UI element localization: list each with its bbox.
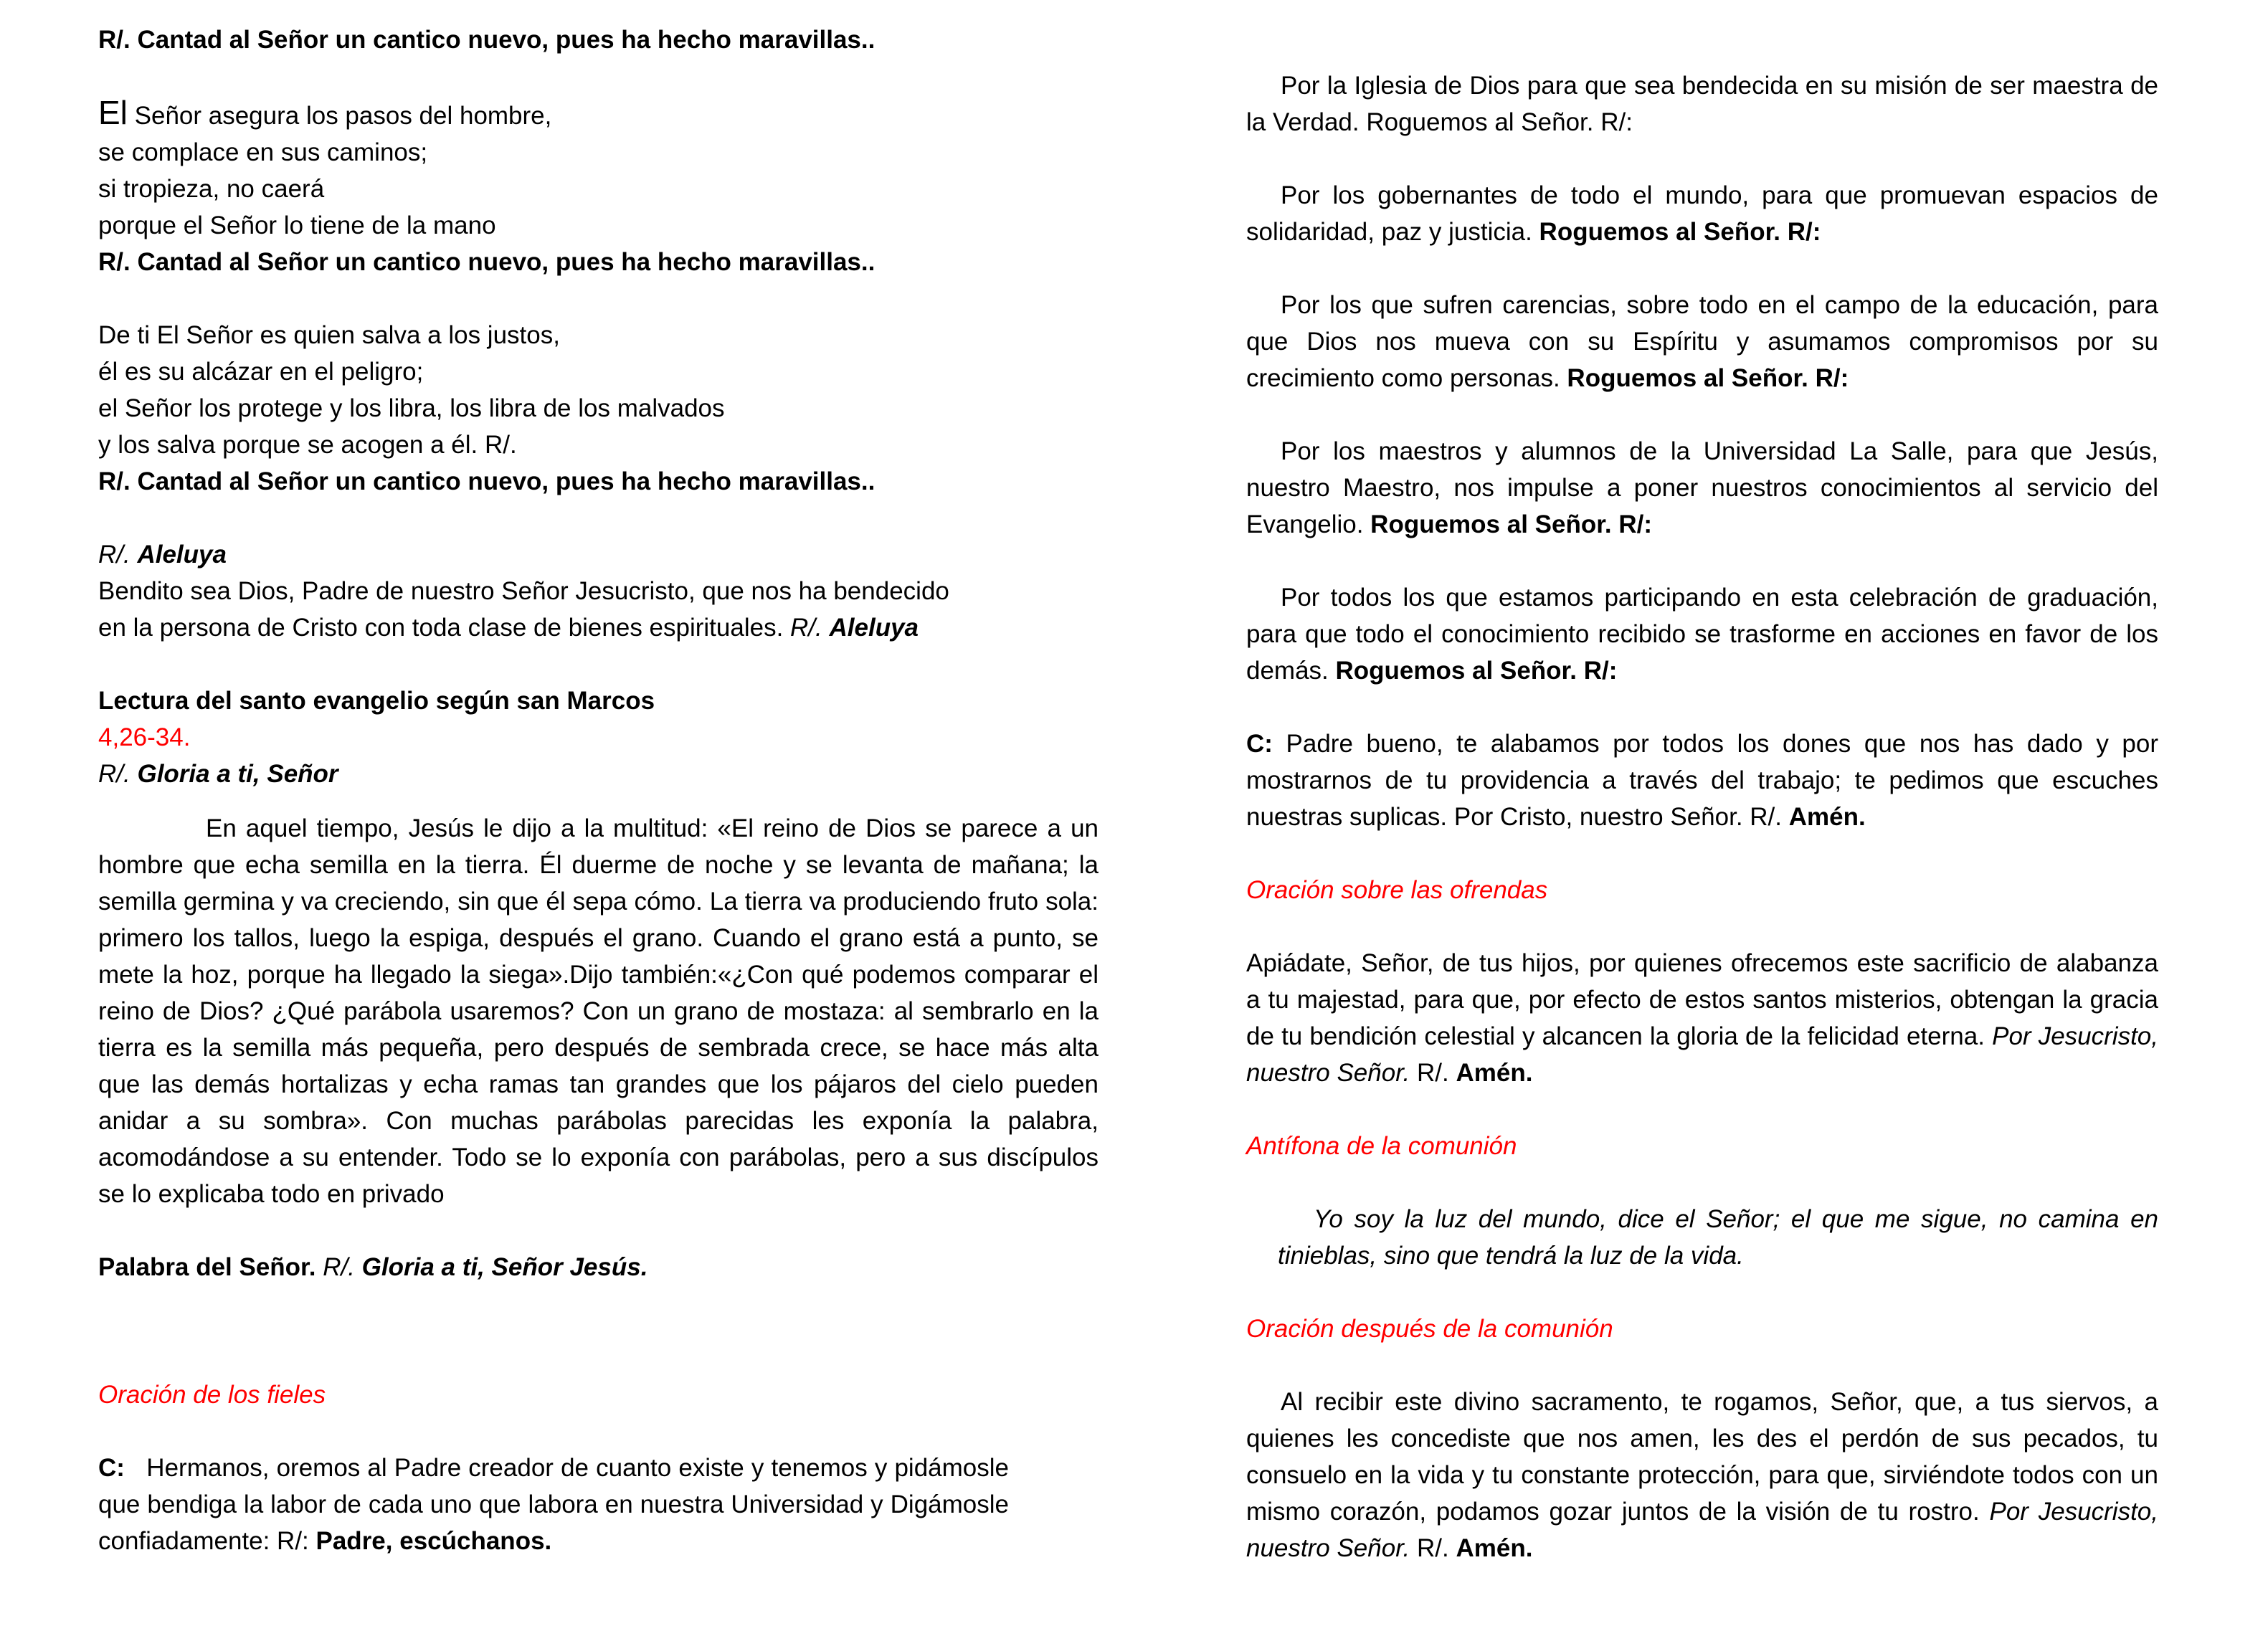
- response-text: Gloria a ti, Señor: [137, 760, 338, 788]
- drop-initial: El: [98, 94, 128, 131]
- petition-response: Roguemos al Señor. R/:: [1539, 218, 1821, 246]
- stanza-line: si tropieza, no caerá: [98, 175, 325, 203]
- petition-text: Por los maestros y alumnos de la Universidad La Salle, para que Jesús, nuestro Maestro, nos impulse a poner nuestros conocimientos al servicio del Evangelio.: [1246, 437, 2158, 538]
- psalm-refrain: R/. Cantad al Señor un cantico nuevo, pues ha hecho maravillas..: [98, 467, 876, 495]
- faithful-text: Hermanos, oremos al Padre creador de cuanto existe y tenemos y pidámosle que bendiga la labor de cada uno que labora en nuestra Universidad y Digámosle confiadamente: R/:: [98, 1454, 1009, 1555]
- faithful-intro: [98, 1450, 1009, 1559]
- postcommunion-heading: Oración después de la comunión: [1246, 1315, 1613, 1343]
- alleluia-verse: [98, 609, 1099, 646]
- psalm-refrain: R/. Cantad al Señor un cantico nuevo, pues ha hecho maravillas..: [98, 26, 876, 54]
- alleluia-verse: Bendito sea Dios, Padre de nuestro Señor Jesucristo, que nos ha bendecido: [98, 577, 949, 605]
- response-marker: R/.: [98, 760, 131, 788]
- petition: Por la Iglesia de Dios para que sea bendecida en su misión de ser maestra de la Verdad. Roguemos al Señor. R/:: [1246, 72, 2158, 136]
- petition-response: Roguemos al Señor. R/:: [1567, 364, 1849, 392]
- postcommunion-text: Al recibir este divino sacramento, te rogamos, Señor, que, a tus siervos, a quienes les concediste que nos amen, les des el perdón de sus pecados, tu consuelo en la vida y tu constante protección, para que, sirviéndote todos con un mismo corazón, podamos gozar juntos de la visión de tu rostro.: [1246, 1388, 2158, 1526]
- petition-response: Roguemos al Señor. R/:: [1335, 657, 1618, 685]
- gospel-closing: [98, 1249, 1099, 1285]
- alleluia-word: Aleluya: [137, 541, 227, 569]
- petition-text: Por los gobernantes de todo el mundo, para que promuevan espacios de solidaridad, paz y justicia.: [1246, 181, 2158, 246]
- offerings-ending: Por Jesucristo, nuestro Señor.: [1246, 1022, 2158, 1087]
- amen: Amén.: [1456, 1059, 1533, 1087]
- postcommunion-prayer: [1246, 1384, 2158, 1566]
- right-column: [1246, 67, 2158, 1566]
- response-marker: R/.: [1410, 1059, 1456, 1087]
- stanza-line: [98, 95, 1099, 134]
- amen: Amén.: [1456, 1534, 1533, 1562]
- offerings-prayer: [1246, 945, 2158, 1091]
- stanza-line: el Señor los protege y los libra, los libra de los malvados: [98, 394, 725, 422]
- closing-response: Gloria a ti, Señor Jesús.: [361, 1253, 648, 1281]
- offerings-text: Apiádate, Señor, de tus hijos, por quienes ofrecemos este sacrificio de alabanza a tu majestad, para que, por efecto de estos santos misterios, obtengan la gracia de tu bendición celestial y alcancen la gloria de la felicidad eterna.: [1246, 949, 2158, 1050]
- stanza-line: porque el Señor lo tiene de la mano: [98, 211, 496, 239]
- concluding-prayer: [1246, 726, 2158, 835]
- petition: [1246, 579, 2158, 689]
- alleluia-word: Aleluya: [829, 614, 919, 642]
- amen: Amén.: [1788, 803, 1866, 831]
- stanza-line: él es su alcázar en el peligro;: [98, 358, 424, 386]
- faithful-heading: Oración de los fieles: [98, 1381, 326, 1409]
- petition-text: Por todos los que estamos participando en esta celebración de graduación, para que todo el conocimiento recibido se trasforme en acciones en favor de los demás.: [1246, 584, 2158, 685]
- petition: [1246, 433, 2158, 543]
- petition: [1246, 177, 2158, 250]
- gospel-text: En aquel tiempo, Jesús le dijo a la multitud: «El reino de Dios se parece a un hombre que echa semilla en la tierra. Él duerme de noche y se levanta de mañana; la semilla germina y va creciendo, sin que él sepa cómo. La tierra va produciendo fruto sola: primero los tallos, luego la espiga, después el grano. Cuando el grano está a punto, se mete la hoz, porque ha llegado la siega».Dijo también:«¿Con qué podemos comparar el reino de Dios? ¿Qué parábola usaremos? Con un grano de mostaza: al sembrarlo en la tierra es la semilla más pequeña, pero después de sembrada crece, se hace más alta que las demás hortalizas y echa ramas tan grandes que los pájaros del cielo pueden anidar a su sombra». Con muchas parábolas parecidas les exponía la palabra, acomodándose a su entender. Todo se lo exponía con parábolas, pero a sus discípulos se lo explicaba todo en privado: [98, 814, 1099, 1208]
- gospel-reference: 4,26-34.: [98, 723, 191, 751]
- gospel-title: Lectura del santo evangelio según san Marcos: [98, 687, 655, 715]
- offerings-heading: Oración sobre las ofrendas: [1246, 876, 1548, 904]
- response-marker: R/.: [323, 1253, 355, 1281]
- alleluia-heading: [98, 536, 1099, 573]
- celebrant-marker: C:: [98, 1454, 125, 1482]
- communion-antiphon-text: Yo soy la luz del mundo, dice el Señor; el que me sigue, no camina en tinieblas, sino que tendrá la luz de la vida.: [1278, 1205, 2158, 1270]
- postcommunion-ending: Por Jesucristo, nuestro Señor.: [1246, 1498, 2158, 1562]
- stanza-line: se complace en sus caminos;: [98, 138, 428, 166]
- petition: [1246, 287, 2158, 396]
- closing-text: Palabra del Señor.: [98, 1253, 316, 1281]
- stanza-line: y los salva porque se acogen a él. R/.: [98, 431, 517, 459]
- celebrant-marker: C:: [1246, 730, 1273, 758]
- petition-text: Por los que sufren carencias, sobre todo en el campo de la educación, para que Dios nos mueva con su Espíritu y asumamos compromisos por su crecimiento como personas.: [1246, 291, 2158, 392]
- faithful-response: Padre, escúchanos.: [315, 1527, 552, 1555]
- communion-antiphon-heading: Antífona de la comunión: [1246, 1132, 1517, 1160]
- gospel-response: [98, 756, 1099, 792]
- petition-response: Roguemos al Señor. R/:: [1370, 510, 1653, 538]
- response-marker: R/.: [98, 541, 131, 569]
- alleluia-verse-text: en la persona de Cristo con toda clase de bienes espirituales.: [98, 614, 791, 642]
- psalm-refrain: R/. Cantad al Señor un cantico nuevo, pues ha hecho maravillas..: [98, 248, 876, 276]
- stanza-line: De ti El Señor es quien salva a los justos,: [98, 321, 560, 349]
- response-marker: R/.: [790, 614, 822, 642]
- response-marker: R/.: [1410, 1534, 1456, 1562]
- stanza-text: Señor asegura los pasos del hombre,: [127, 102, 552, 130]
- left-column: [98, 22, 1099, 1559]
- conclusion-text: Padre bueno, te alabamos por todos los dones que nos has dado y por mostrarnos de tu providencia a través del trabajo; te pedimos que escuches nuestras suplicas. Por Cristo, nuestro Señor. R/.: [1246, 730, 2158, 831]
